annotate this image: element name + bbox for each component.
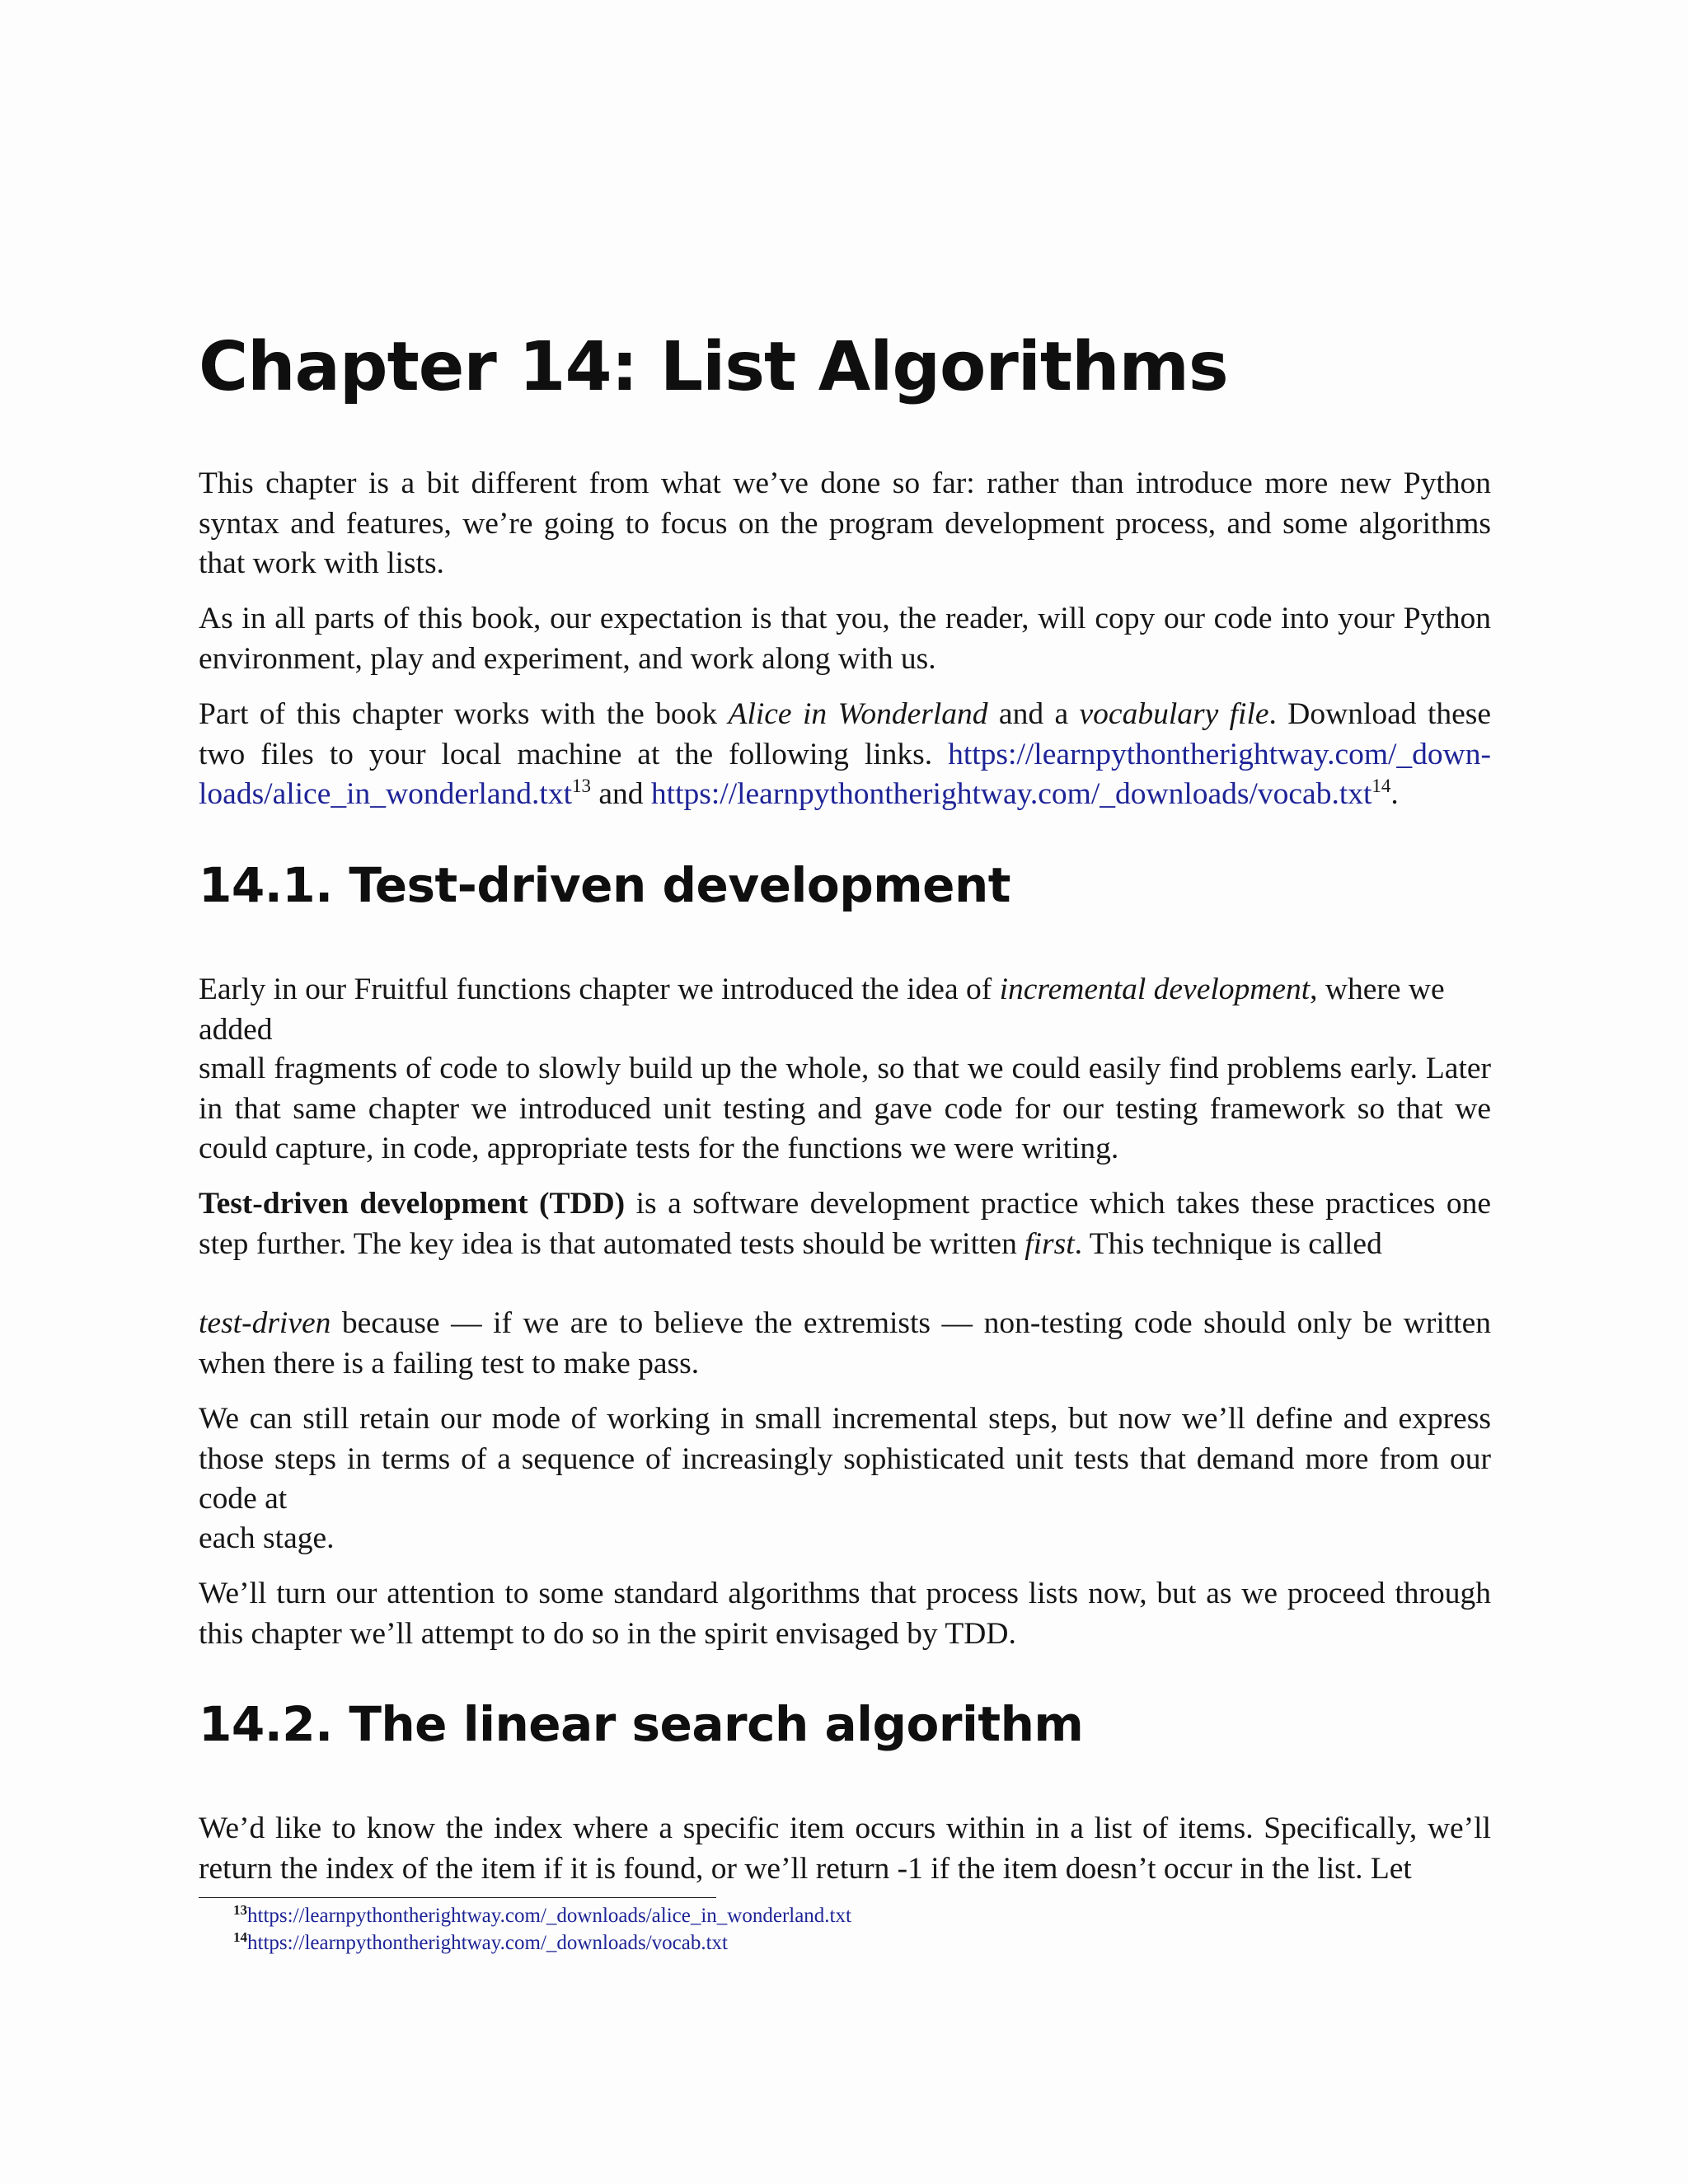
tdd-p1-text-a: Early in our Fruitful functions chapter we introduced the idea of (199, 972, 1000, 1006)
alice-download-link[interactable]: https://learnpythontherightway.com/_down-loads/alice_in_wonderland.txt (199, 737, 1491, 811)
footnotes (233, 1902, 851, 1957)
intro-p3-end: . (1390, 777, 1399, 811)
tdd-p2-text-a: is a software development practice which takes these practices one step further. The key idea is that automated tests should be written (199, 1187, 1491, 1261)
intro-p3-and: and (591, 777, 651, 811)
tdd-paragraph-3: We can still retain our mode of working in small incremental steps, but now we’ll define and express those steps in terms of a sequence of increasingly sophisticated unit tests that demand more from our code at (199, 1402, 1491, 1516)
footnote-link[interactable]: https://learnpythontherightway.com/_downloads/alice_in_wonderland.txt (247, 1905, 851, 1927)
footnote-ref-13: 13 (572, 776, 592, 796)
intro-p3-text-b: and a (987, 697, 1080, 731)
tdd-paragraph-4: We’ll turn our attention to some standard algorithms that process lists now, but as we proceed through this chapter we’ll attempt to do so in the spirit envisaged by TDD. (199, 1577, 1491, 1651)
intro-p3-text-a: Part of this chapter works with the book (199, 697, 729, 731)
footnote-link[interactable]: https://learnpythontherightway.com/_downloads/vocab.txt (247, 1932, 728, 1954)
tdd-paragraph-3-rest: each stage. (199, 1521, 335, 1555)
section-heading-tdd: 14.1. Test-driven development (199, 857, 1011, 913)
footnote-14 (233, 1929, 851, 1957)
test-driven-term: test-driven (199, 1306, 331, 1340)
tdd-paragraph-2-rest (199, 1304, 1491, 1384)
footnote-divider (199, 1897, 716, 1898)
incremental-development-term: incremental development (999, 972, 1311, 1006)
tdd-p2-text-b: . This technique is called (1074, 1226, 1382, 1261)
footnote-13 (233, 1902, 851, 1929)
intro-paragraph-3 (199, 695, 1491, 815)
vocab-download-link[interactable]: https://learnpythontherightway.com/_downloads/vocab.txt (650, 777, 1372, 811)
footnote-number: 13 (233, 1902, 247, 1918)
intro-paragraph-2: As in all parts of this book, our expectation is that you, the reader, will copy our code into your Python environment, play and experiment, and work along with us. (199, 602, 1491, 676)
vocabulary-file-term: vocabulary file (1079, 697, 1269, 731)
book-title: Alice in Wonderland (728, 697, 988, 731)
intro-paragraph-1: This chapter is a bit different from what we’ve done so far: rather than introduce more new Python syntax and features, we’re going to focus on the program development process, and some algorithms that work with lists. (199, 466, 1491, 580)
linear-search-paragraph-1: We’d like to know the index where a specific item occurs within in a list of items. Specifically, we’ll return the index of the item if it is found, or we’ll return -1 if the item doesn’t occur in the list. Let (199, 1811, 1491, 1886)
footnote-ref-14: 14 (1372, 776, 1391, 796)
tdd-p2-text-c: because — if we are to believe the extremists — non-testing code should only be written when there is a failing test to make pass. (199, 1306, 1491, 1380)
tdd-paragraph-1-line-1 (199, 970, 1491, 1050)
intro-p3-text-c: . Download these two files to your local machine at the following links. (199, 697, 1491, 771)
chapter-title: Chapter 14: List Algorithms (199, 328, 1228, 406)
first-term: first (1025, 1226, 1075, 1261)
tdd-paragraph-1-rest: small fragments of code to slowly build up the whole, so that we could easily find problems early. Later in that same chapter we introduced unit testing and gave code for our testing framework so that we could capture, in code, appropriate tests for the functions we were writing. (199, 1052, 1491, 1165)
tdd-term: Test-driven development (TDD) (199, 1187, 626, 1221)
tdd-paragraph-2 (199, 1184, 1491, 1264)
tdd-p1-text-b: , where we added (199, 972, 1445, 1047)
footnote-number: 14 (233, 1929, 247, 1945)
section-heading-linear-search: 14.2. The linear search algorithm (199, 1696, 1084, 1752)
